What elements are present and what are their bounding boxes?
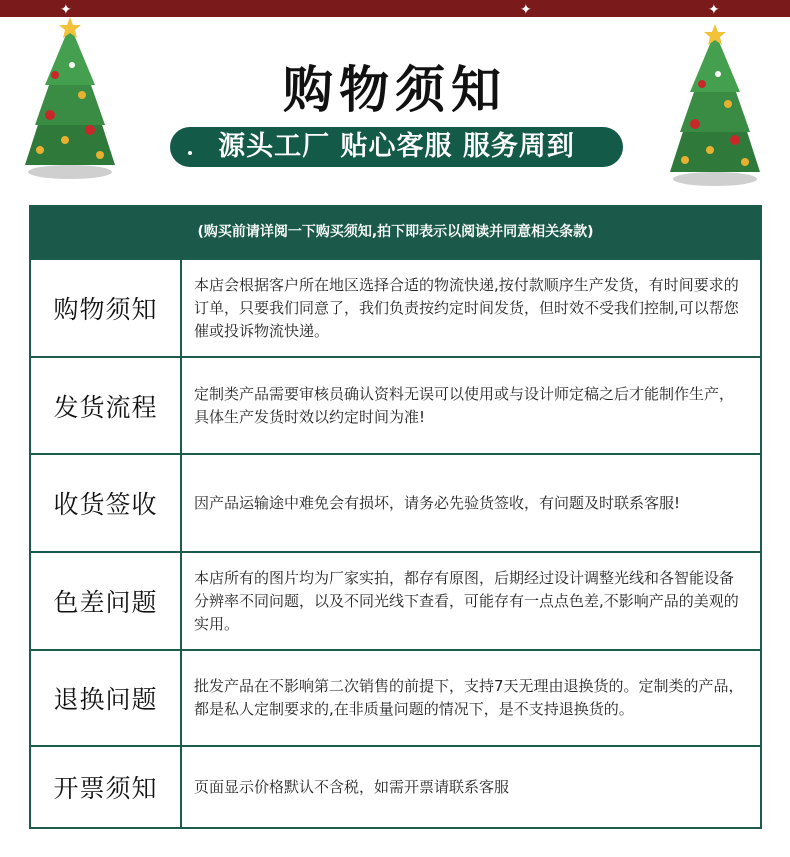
notice-table	[29, 205, 762, 829]
sparkle-icon: ✦	[520, 2, 532, 18]
notice-row	[31, 551, 760, 649]
row-text: 页面显示价格默认不含税，如需开票请联系客服	[194, 777, 510, 796]
row-text: 本店所有的图片均为厂家实拍，都存有原图，后期经过设计调整光线和各智能设备分辨率不同问题，以及不同光线下查看，可能存有一点点色差,不影响产品的美观的实用。	[194, 568, 739, 633]
row-title: 发货流程	[31, 358, 182, 453]
notice-row	[31, 356, 760, 453]
row-title: 色差问题	[31, 553, 182, 649]
row-text: 本店会根据客户所在地区选择合适的物流快递,按付款顺序生产发货，有时间要求的订单，只要我们同意了，我们负责按约定时间发货，但时效不受我们控制,可以帮您催或投诉物流快递。	[194, 275, 739, 340]
row-text: 定制类产品需要审核员确认资料无误可以使用或与设计师定稿之后才能制作生产，具体生产发货时效以约定时间为准!	[194, 384, 735, 426]
row-title: 开票须知	[31, 747, 182, 827]
row-title: 退换问题	[31, 651, 182, 745]
sparkle-icon: ✦	[60, 2, 72, 18]
page-title: 购物须知	[283, 61, 507, 119]
notice-row	[31, 453, 760, 551]
notice-row	[31, 745, 760, 827]
subtitle-banner: 源头工厂 贴心客服 服务周到	[170, 127, 623, 167]
sparkle-icon: ✦	[708, 2, 720, 18]
notice-row	[31, 649, 760, 745]
notice-header: (购买前请详阅一下购买须知,拍下即表示以阅读并同意相关条款)	[31, 207, 760, 258]
notice-row	[31, 258, 760, 356]
row-text: 批发产品在不影响第二次销售的前提下，支持7天无理由退换货的。定制类的产品，都是私人定制要求的,在非质量问题的情况下，是不支持退换货的。	[194, 677, 744, 718]
row-text: 因产品运输途中难免会有损坏，请务必先验货签收，有问题及时联系客服!	[194, 493, 681, 512]
row-title: 收货签收	[31, 455, 182, 551]
banner-dot	[188, 151, 192, 155]
row-title: 购物须知	[31, 260, 182, 356]
